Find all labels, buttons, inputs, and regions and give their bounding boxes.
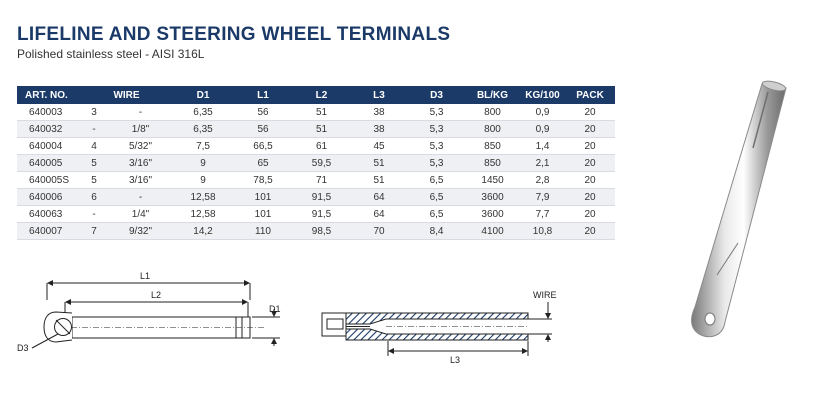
- cell-bl: 4100: [465, 223, 520, 240]
- cell-d3: 6,5: [408, 189, 465, 206]
- label-d3: D3: [17, 343, 29, 353]
- cell-l2: 71: [293, 172, 350, 189]
- cell-wire-mm: -: [80, 206, 108, 223]
- cell-wire-in: 1/8": [108, 121, 173, 138]
- col-header-kg: KG/100: [520, 86, 565, 104]
- cell-wire-in: 3/16": [108, 172, 173, 189]
- cell-wire-mm: 3: [80, 104, 108, 121]
- cell-art: 640005S: [17, 172, 80, 189]
- cell-art: 640004: [17, 138, 80, 155]
- cell-d1: 12,58: [173, 189, 233, 206]
- col-header-d1: D1: [173, 86, 233, 104]
- cell-l2: 51: [293, 121, 350, 138]
- cell-d1: 6,35: [173, 121, 233, 138]
- cell-kg: 1,4: [520, 138, 565, 155]
- cell-wire-mm: -: [80, 121, 108, 138]
- col-header-art: ART. NO.: [17, 86, 80, 104]
- label-wire: WIRE: [533, 290, 557, 300]
- col-header-bl: BL/KG: [465, 86, 520, 104]
- cell-l3: 38: [350, 121, 408, 138]
- cell-wire-in: -: [108, 189, 173, 206]
- cell-wire-mm: 7: [80, 223, 108, 240]
- cell-l1: 101: [233, 189, 293, 206]
- cell-l1: 56: [233, 121, 293, 138]
- cell-l1: 56: [233, 104, 293, 121]
- cell-l2: 51: [293, 104, 350, 121]
- cell-l1: 101: [233, 206, 293, 223]
- cell-kg: 2,1: [520, 155, 565, 172]
- cell-wire-mm: 6: [80, 189, 108, 206]
- cell-bl: 1450: [465, 172, 520, 189]
- cell-art: 640005: [17, 155, 80, 172]
- col-header-l2: L2: [293, 86, 350, 104]
- cell-wire-in: 9/32": [108, 223, 173, 240]
- cell-d3: 6,5: [408, 172, 465, 189]
- cell-d1: 6,35: [173, 104, 233, 121]
- cell-kg: 7,7: [520, 206, 565, 223]
- cell-d1: 12,58: [173, 206, 233, 223]
- cell-kg: 10,8: [520, 223, 565, 240]
- col-header-wire: WIRE: [80, 86, 173, 104]
- cell-l2: 91,5: [293, 206, 350, 223]
- cell-d3: 8,4: [408, 223, 465, 240]
- cell-l1: 66,5: [233, 138, 293, 155]
- cell-wire-in: 3/16": [108, 155, 173, 172]
- cell-d1: 14,2: [173, 223, 233, 240]
- label-l3: L3: [450, 355, 461, 365]
- cell-bl: 3600: [465, 189, 520, 206]
- cell-pack: 20: [565, 189, 615, 206]
- cell-l2: 59,5: [293, 155, 350, 172]
- cell-l3: 64: [350, 206, 408, 223]
- cell-d3: 6,5: [408, 206, 465, 223]
- cell-art: 640032: [17, 121, 80, 138]
- cell-kg: 7,9: [520, 189, 565, 206]
- cell-bl: 850: [465, 138, 520, 155]
- cell-d3: 5,3: [408, 138, 465, 155]
- cell-pack: 20: [565, 104, 615, 121]
- cell-l3: 38: [350, 104, 408, 121]
- cell-l1: 110: [233, 223, 293, 240]
- cell-l2: 98,5: [293, 223, 350, 240]
- cell-pack: 20: [565, 223, 615, 240]
- cell-d3: 5,3: [408, 121, 465, 138]
- cell-bl: 850: [465, 155, 520, 172]
- cell-wire-in: 1/4": [108, 206, 173, 223]
- cell-l2: 91,5: [293, 189, 350, 206]
- cell-l3: 51: [350, 155, 408, 172]
- cell-d1: 9: [173, 155, 233, 172]
- cell-bl: 800: [465, 104, 520, 121]
- cell-l2: 61: [293, 138, 350, 155]
- cell-bl: 3600: [465, 206, 520, 223]
- cell-l1: 65: [233, 155, 293, 172]
- cell-l3: 45: [350, 138, 408, 155]
- label-l2: L2: [151, 290, 162, 300]
- cell-bl: 800: [465, 121, 520, 138]
- cell-pack: 20: [565, 121, 615, 138]
- cell-pack: 20: [565, 206, 615, 223]
- col-header-l1: L1: [233, 86, 293, 104]
- label-d1: D1: [269, 304, 281, 314]
- page-title: LIFELINE AND STEERING WHEEL TERMINALS: [17, 24, 451, 45]
- cell-kg: 0,9: [520, 104, 565, 121]
- cell-d1: 7,5: [173, 138, 233, 155]
- cell-d1: 9: [173, 172, 233, 189]
- col-header-d3: D3: [408, 86, 465, 104]
- drawing-section-view: [322, 302, 552, 356]
- terminal-photo: [692, 79, 787, 336]
- cell-d3: 5,3: [408, 104, 465, 121]
- cell-d3: 5,3: [408, 155, 465, 172]
- cell-wire-mm: 5: [80, 155, 108, 172]
- cell-kg: 0,9: [520, 121, 565, 138]
- cell-art: 640006: [17, 189, 80, 206]
- cell-pack: 20: [565, 172, 615, 189]
- cell-wire-mm: 5: [80, 172, 108, 189]
- cell-pack: 20: [565, 138, 615, 155]
- cell-art: 640007: [17, 223, 80, 240]
- cell-l1: 78,5: [233, 172, 293, 189]
- cell-art: 640063: [17, 206, 80, 223]
- cell-wire-in: -: [108, 104, 173, 121]
- cell-kg: 2,8: [520, 172, 565, 189]
- page-subtitle: Polished stainless steel - AISI 316L: [17, 47, 205, 61]
- col-header-pack: PACK: [565, 86, 615, 104]
- label-l1: L1: [140, 271, 151, 281]
- cell-l3: 51: [350, 172, 408, 189]
- cell-wire-mm: 4: [80, 138, 108, 155]
- col-header-l3: L3: [350, 86, 408, 104]
- cell-l3: 70: [350, 223, 408, 240]
- cell-l3: 64: [350, 189, 408, 206]
- cell-pack: 20: [565, 155, 615, 172]
- cell-wire-in: 5/32": [108, 138, 173, 155]
- cell-art: 640003: [17, 104, 80, 121]
